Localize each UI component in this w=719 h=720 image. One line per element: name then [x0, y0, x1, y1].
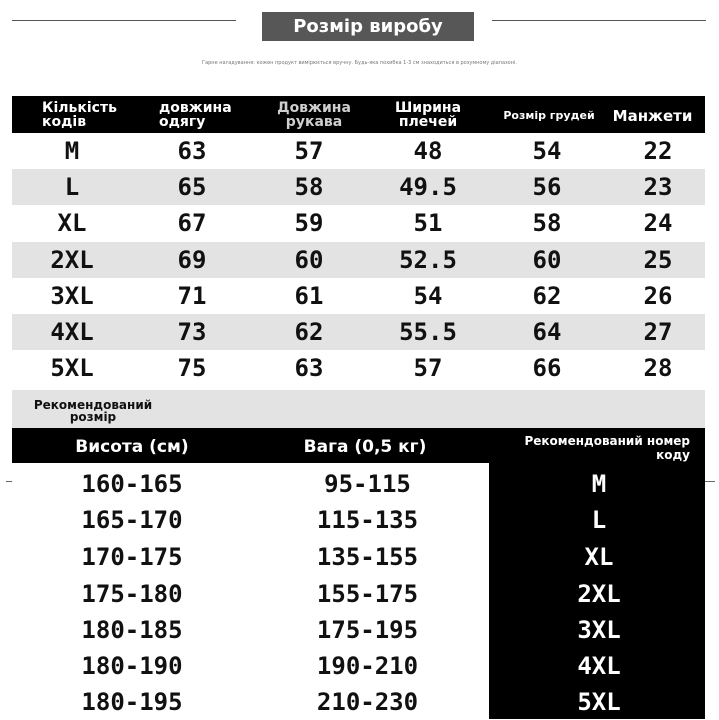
chest-cell: 66 [532, 354, 562, 382]
side-rule-left [6, 481, 12, 482]
sleeve-cell: 62 [294, 318, 324, 346]
table-row [12, 350, 705, 386]
length-cell: 69 [177, 246, 207, 274]
height-cell: 180-195 [81, 688, 183, 716]
chest-cell: 62 [532, 282, 562, 310]
sleeve-cell: 58 [294, 173, 324, 201]
header-length: довжина одягу [159, 100, 232, 130]
height-cell: 160-165 [81, 470, 183, 498]
sleeve-cell: 59 [294, 209, 324, 237]
page-title: Розмір виробу [262, 12, 474, 41]
shoulder-cell: 57 [413, 354, 443, 382]
weight-cell: 155-175 [316, 580, 419, 608]
weight-cell: 210-230 [316, 688, 419, 716]
length-cell: 67 [177, 209, 207, 237]
length-cell: 63 [177, 137, 207, 165]
length-cell: 65 [177, 173, 207, 201]
weight-cell: 135-155 [316, 543, 419, 571]
side-rule-right [705, 481, 715, 482]
title-rule-right [492, 20, 706, 21]
header-height: Висота (см) [75, 437, 189, 457]
recommendation-table-header [12, 428, 705, 463]
cuff-cell: 23 [643, 173, 673, 201]
size-table-header [12, 96, 705, 133]
cuff-cell: 22 [643, 137, 673, 165]
table-row [12, 648, 705, 684]
size-code-cell: M [64, 137, 80, 165]
cuff-cell: 25 [643, 246, 673, 274]
header-code: Рекомендований номер коду [524, 434, 690, 462]
header-shoulder: Ширина плечей [394, 100, 462, 130]
weight-cell: 95-115 [324, 470, 411, 498]
height-cell: 170-175 [81, 543, 183, 571]
sleeve-cell: 57 [294, 137, 324, 165]
code-cell: 2XL [577, 580, 621, 608]
code-cell: 3XL [577, 616, 621, 644]
shoulder-cell: 52.5 [399, 246, 457, 274]
height-cell: 180-185 [81, 616, 183, 644]
table-row [12, 502, 705, 538]
code-cell: 5XL [577, 688, 621, 716]
height-cell: 165-170 [81, 506, 183, 534]
header-sleeve: Довжина рукава [277, 100, 351, 130]
size-code-cell: 2XL [50, 246, 94, 274]
sleeve-cell: 60 [294, 246, 324, 274]
chest-cell: 64 [532, 318, 562, 346]
weight-cell: 115-135 [316, 506, 419, 534]
table-row [12, 684, 705, 720]
table-row [12, 576, 705, 612]
table-row [12, 314, 705, 350]
measurement-note: Гарне нагадування: кожен продукт вимірюється вручну. Будь-яка похибка 1-3 см знаходиться в розумному діапазоні. [202, 60, 517, 66]
table-row [12, 169, 705, 205]
table-row [12, 539, 705, 575]
size-code-cell: 5XL [50, 354, 94, 382]
table-row [12, 278, 705, 314]
header-weight: Вага (0,5 кг) [303, 437, 427, 457]
size-code-cell: 3XL [50, 282, 94, 310]
shoulder-cell: 55.5 [399, 318, 457, 346]
header-chest: Розмір грудей [503, 109, 595, 122]
shoulder-cell: 51 [413, 209, 443, 237]
length-cell: 71 [177, 282, 207, 310]
sleeve-cell: 61 [294, 282, 324, 310]
header-codes: Кількість кодів [42, 100, 117, 130]
size-code-cell: XL [57, 209, 87, 237]
code-cell: 4XL [577, 652, 621, 680]
chest-cell: 60 [532, 246, 562, 274]
cuff-cell: 27 [643, 318, 673, 346]
recommended-size-label: Рекомендований розмір [33, 398, 153, 424]
code-cell: L [591, 506, 607, 534]
height-cell: 180-190 [81, 652, 183, 680]
table-row [12, 466, 705, 502]
shoulder-cell: 48 [413, 137, 443, 165]
cuff-cell: 26 [643, 282, 673, 310]
table-row [12, 612, 705, 648]
length-cell: 73 [177, 318, 207, 346]
table-row [12, 242, 705, 278]
recommended-size-band [12, 390, 705, 428]
length-cell: 75 [177, 354, 207, 382]
shoulder-cell: 49.5 [399, 173, 457, 201]
weight-cell: 190-210 [316, 652, 419, 680]
shoulder-cell: 54 [413, 282, 443, 310]
chest-cell: 54 [532, 137, 562, 165]
size-code-cell: 4XL [50, 318, 94, 346]
cuff-cell: 24 [643, 209, 673, 237]
code-cell: XL [584, 543, 614, 571]
title-rule-left [12, 20, 236, 21]
header-cuffs: Манжети [612, 107, 693, 125]
size-table [12, 96, 705, 382]
chest-cell: 58 [532, 209, 562, 237]
height-cell: 175-180 [81, 580, 183, 608]
cuff-cell: 28 [643, 354, 673, 382]
chest-cell: 56 [532, 173, 562, 201]
table-row [12, 133, 705, 169]
sleeve-cell: 63 [294, 354, 324, 382]
size-code-cell: L [64, 173, 80, 201]
code-cell: M [591, 470, 607, 498]
table-row [12, 205, 705, 241]
weight-cell: 175-195 [316, 616, 419, 644]
